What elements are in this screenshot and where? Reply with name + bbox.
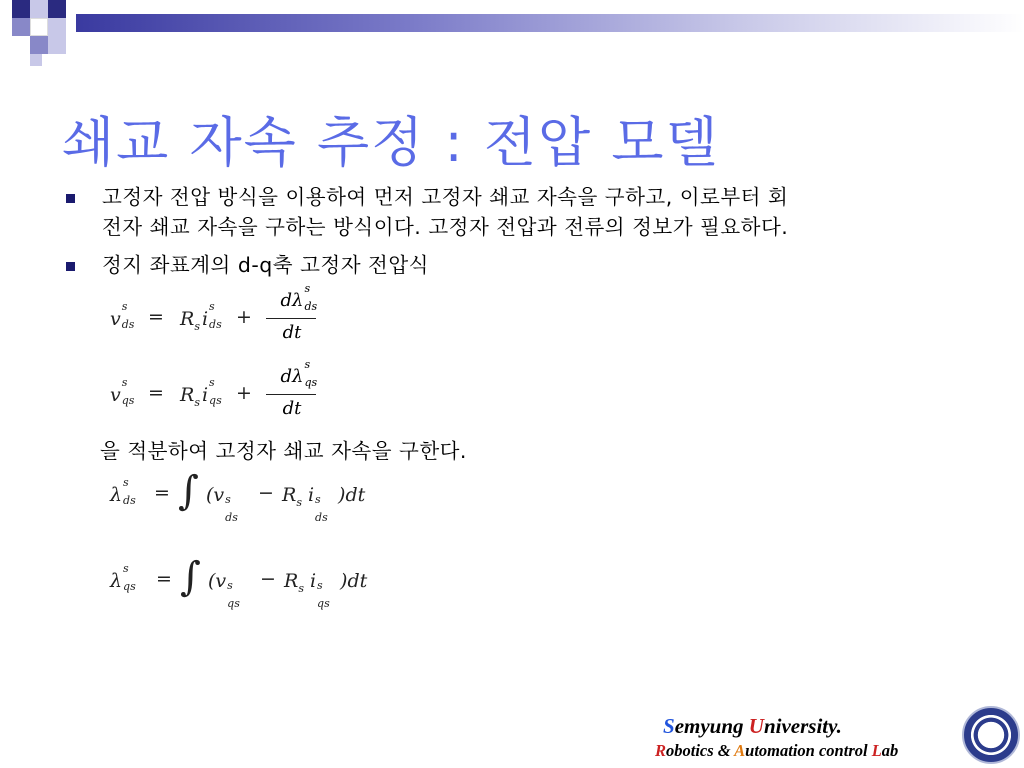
header-gradient-bar	[76, 14, 1024, 32]
integrate-text: 을 적분하여 고정자 쇄교 자속을 구한다.	[100, 439, 467, 463]
university-seal-icon	[962, 706, 1020, 764]
footer-lab-name: Robotics & Automation control Lab	[655, 741, 899, 760]
bullet-marker	[66, 194, 75, 203]
footer-university-name: Semyung University.	[663, 714, 842, 738]
slide-title: 쇄교 자속 추정 : 전압 모델	[62, 111, 720, 174]
bullet-1-line-1: 고정자 전압 방식을 이용하여 먼저 고정자 쇄교 자속을 구하고, 이로부터 회	[102, 185, 789, 209]
bullet-marker	[66, 262, 75, 271]
bullet-2-line-1: 정지 좌표계의 d-q축 고정자 전압식	[102, 253, 429, 277]
bullet-1-line-2: 전자 쇄교 자속을 구하는 방식이다. 고정자 전압과 전류의 정보가 필요하다.	[102, 215, 789, 239]
